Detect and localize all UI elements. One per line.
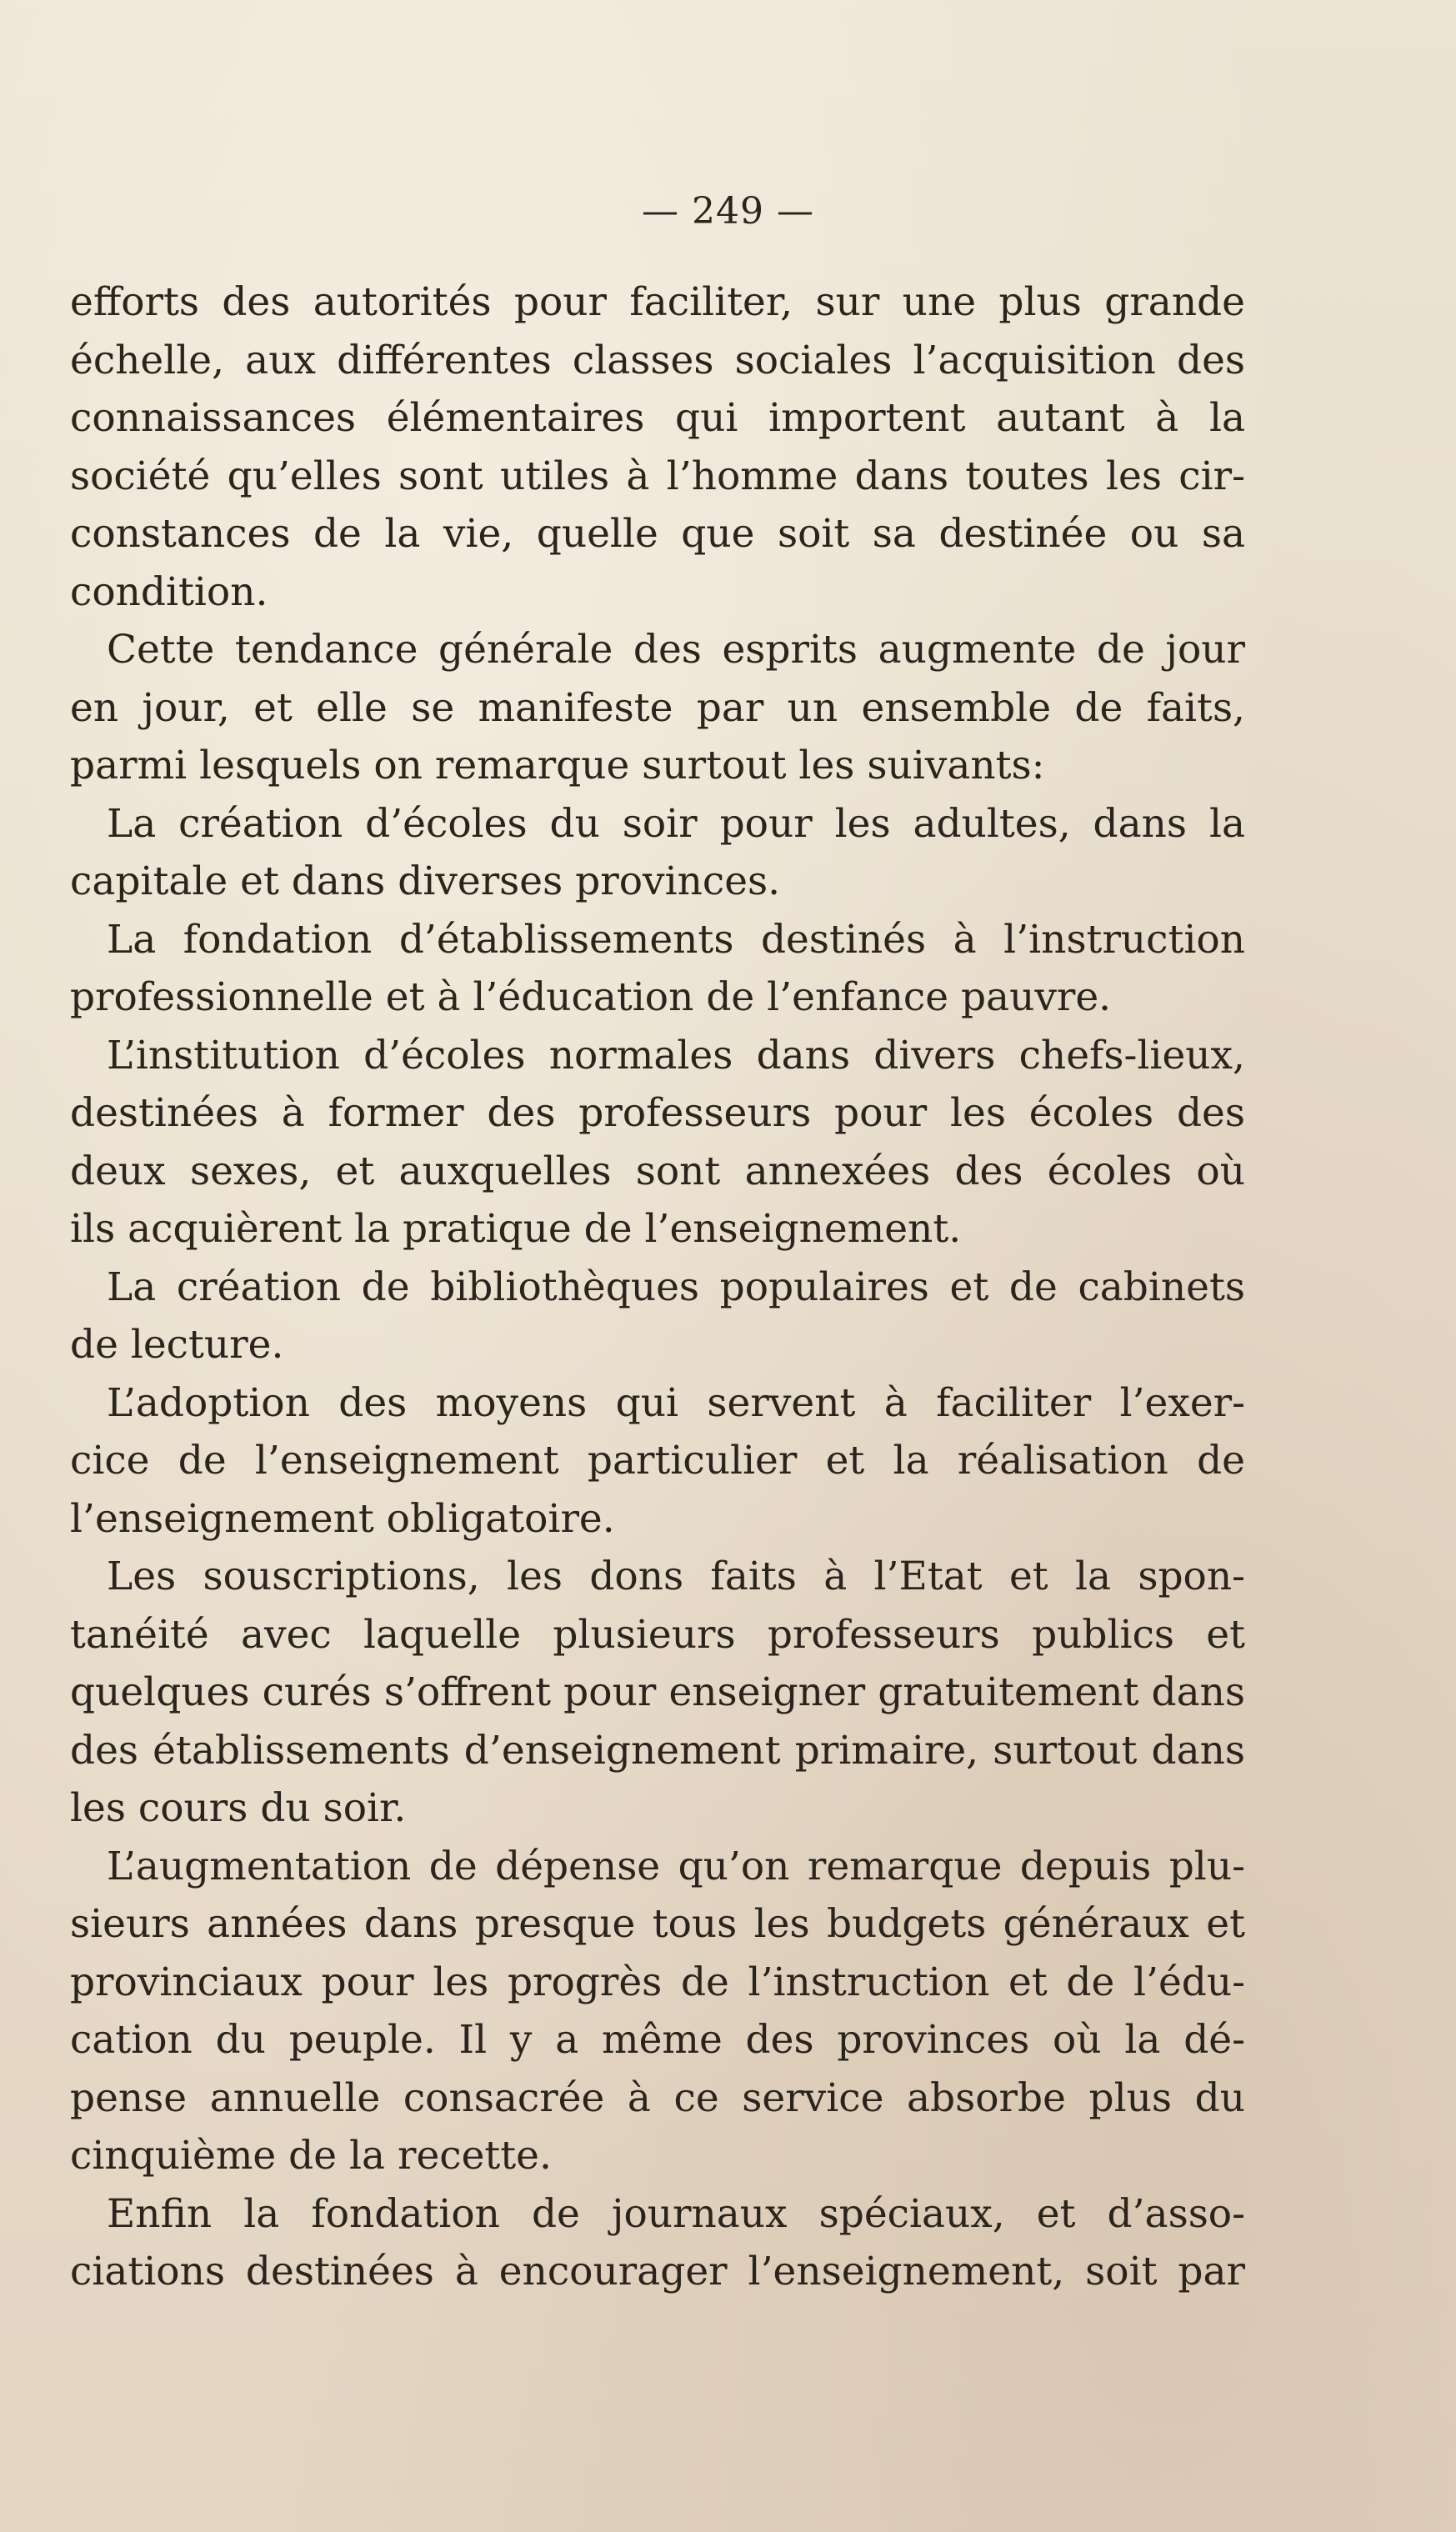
page-number: — 249 —	[642, 190, 814, 233]
paragraph-start: La création d’écoles du soir pour les adultes, dans la	[107, 800, 1245, 847]
text-line: professionnelle et à l’éducation de l’enfance pauvre.	[70, 974, 1112, 1020]
paragraph-start: Enfin la fondation de journaux spéciaux, et d’asso-	[107, 2190, 1245, 2237]
text-line: cinquième de la recette.	[70, 2133, 552, 2179]
paragraph-start: Cette tendance générale des esprits augmente de jour	[107, 627, 1245, 673]
text-line: provinciaux pour les progrès de l’instruction et de l’édu-	[70, 1959, 1245, 2005]
paragraph-start: L’institution d’écoles normales dans divers chefs-lieux,	[107, 1032, 1245, 1078]
paragraph-start: La fondation d’établissements destinés à l’instruction	[107, 916, 1245, 963]
text-line: ciations destinées à encourager l’enseignement, soit par	[70, 2249, 1245, 2294]
paragraph-start: L’adoption des moyens qui servent à faciliter l’exer-	[107, 1379, 1245, 1426]
text-line: société qu’elles sont utiles à l’homme dans toutes les cir-	[70, 453, 1245, 499]
text-line: parmi lesquels on remarque surtout les suivants:	[70, 743, 1045, 788]
text-line: cation du peuple. Il y a même des provinces où la dé-	[70, 2017, 1245, 2063]
text-line: pense annuelle consacrée à ce service absorbe plus du	[70, 2074, 1245, 2121]
text-line: condition.	[70, 568, 268, 615]
text-line: ils acquièrent la pratique de l’enseignement.	[70, 1206, 962, 1252]
text-line: les cours du soir.	[70, 1785, 407, 1831]
text-line: capitale et dans diverses provinces.	[70, 858, 781, 904]
text-line: échelle, aux différentes classes sociales l’acquisition des	[70, 337, 1245, 383]
text-line: efforts des autorités pour faciliter, sur une plus grande	[70, 279, 1245, 325]
text-line: l’enseignement obligatoire.	[70, 1495, 615, 1542]
text-line: des établissements d’enseignement primaire, surtout dans	[70, 1727, 1245, 1774]
text-line: deux sexes, et auxquelles sont annexées des écoles où	[70, 1148, 1245, 1194]
text-line: constances de la vie, quelle que soit sa destinée ou sa	[70, 511, 1245, 557]
paragraph-start: L’augmentation de dépense qu’on remarque depuis plu-	[107, 1843, 1245, 1889]
text-line: de lecture.	[70, 1322, 284, 1368]
text-line: cice de l’enseignement particulier et la réalisation de	[70, 1438, 1245, 1484]
body-text	[70, 273, 1245, 2301]
paragraph-start: La création de bibliothèques populaires et de cabinets	[107, 1263, 1245, 1310]
text-line: sieurs années dans presque tous les budgets généraux et	[70, 1901, 1245, 1947]
paragraph-start: Les souscriptions, les dons faits à l’Etat et la spon-	[107, 1554, 1245, 1599]
text-line: connaissances élémentaires qui importent autant à la	[70, 395, 1245, 441]
text-line: tanéité avec laquelle plusieurs professeurs publics et	[70, 1611, 1245, 1658]
text-line: en jour, et elle se manifeste par un ensemble de faits,	[70, 684, 1245, 731]
text-line: quelques curés s’offrent pour enseigner gratuitement dans	[70, 1669, 1245, 1715]
text-line: destinées à former des professeurs pour les écoles des	[70, 1090, 1245, 1136]
